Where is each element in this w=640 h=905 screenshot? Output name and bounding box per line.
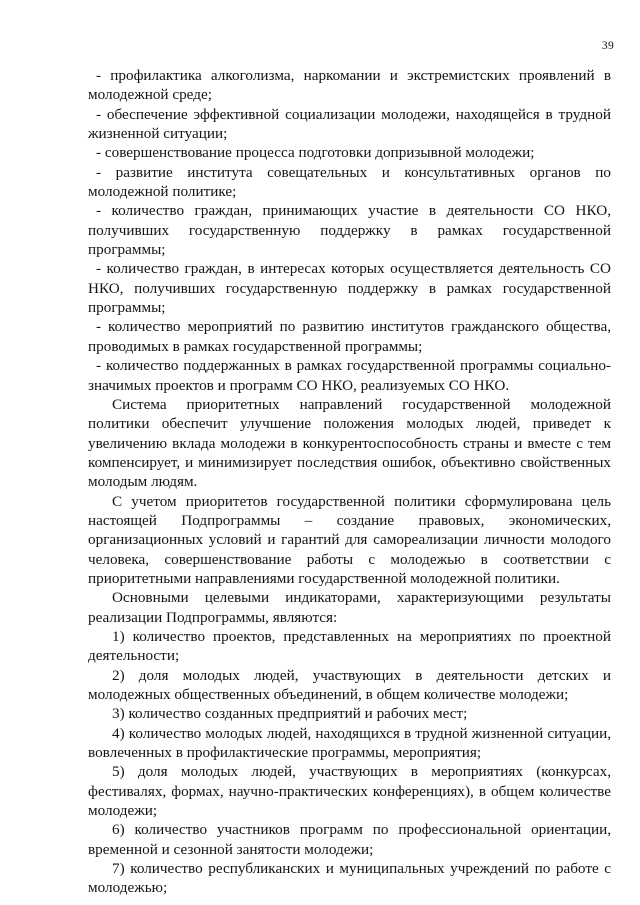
numbered-item: 6) количество участников программ по профессиональной ориентации, временной и сезонной занятости молодежи; bbox=[88, 821, 611, 858]
numbered-item: 3) количество созданных предприятий и рабочих мест; bbox=[112, 705, 468, 723]
bullet-item: - количество поддержанных в рамках государственной программы социально-значимых проектов и программ СО НКО, реализуемых СО НКО. bbox=[88, 357, 611, 394]
bullet-item: - профилактика алкоголизма, наркомании и экстремистских проявлений в молодежной среде; bbox=[88, 67, 611, 104]
page-number: 39 bbox=[601, 40, 614, 52]
numbered-item: 1) количество проектов, представленных на мероприятиях по проектной деятельности; bbox=[88, 627, 611, 665]
paragraph: Основными целевыми индикаторами, характеризующими результаты реализации Подпрограммы, являются: bbox=[88, 589, 611, 626]
paragraph: Система приоритетных направлений государственной молодежной политики обеспечит улучшение положения молодых людей, приведет к увеличению вклада молодежи в конкурентоспособность страны и вместе с тем компенсирует, и минимизирует последствия ошибок, объективно свойственных молодым людям. bbox=[88, 395, 611, 491]
numbered-item: 5) доля молодых людей, участвующих в мероприятиях (конкурсах, фестивалях, формах, научно-практических конференциях), в общем количестве молодежи; bbox=[88, 763, 611, 820]
numbered-item: 2) доля молодых людей, участвующих в деятельности детских и молодежных общественных объединений, в общем количестве молодежи; bbox=[88, 666, 611, 703]
paragraph: С учетом приоритетов государственной политики сформулирована цель настоящей Подпрограммы – создание правовых, экономических, организационных условий и гарантий для самореализации личности молодого человека, совершенствование работы с молодежью в соответствии с приоритетными направлениями государственной молодежной политики. bbox=[88, 492, 611, 587]
bullet-item: - количество граждан, принимающих участие в деятельности СО НКО, получивших государственную поддержку в рамках государственной программы; bbox=[88, 202, 611, 259]
numbered-item: 7) количество республиканских и муниципальных учреждений по работе с молодежью; bbox=[88, 860, 611, 897]
bullet-item: - развитие института совещательных и консультативных органов по молодежной политике; bbox=[88, 163, 611, 201]
bullet-item: - совершенствование процесса подготовки допризывной молодежи; bbox=[96, 144, 535, 162]
bullet-item: - количество граждан, в интересах которых осуществляется деятельность СО НКО, получивших государственную поддержку в рамках государственной программы; bbox=[88, 260, 611, 317]
bullet-item: - обеспечение эффективной социализации молодежи, находящейся в трудной жизненной ситуации; bbox=[88, 105, 611, 143]
bullet-item: - количество мероприятий по развитию институтов гражданского общества, проводимых в рамках государственной программы; bbox=[88, 318, 611, 355]
document-body bbox=[88, 66, 611, 898]
numbered-item: 4) количество молодых людей, находящихся в трудной жизненной ситуации, вовлеченных в профилактические программы, мероприятия; bbox=[88, 724, 611, 762]
